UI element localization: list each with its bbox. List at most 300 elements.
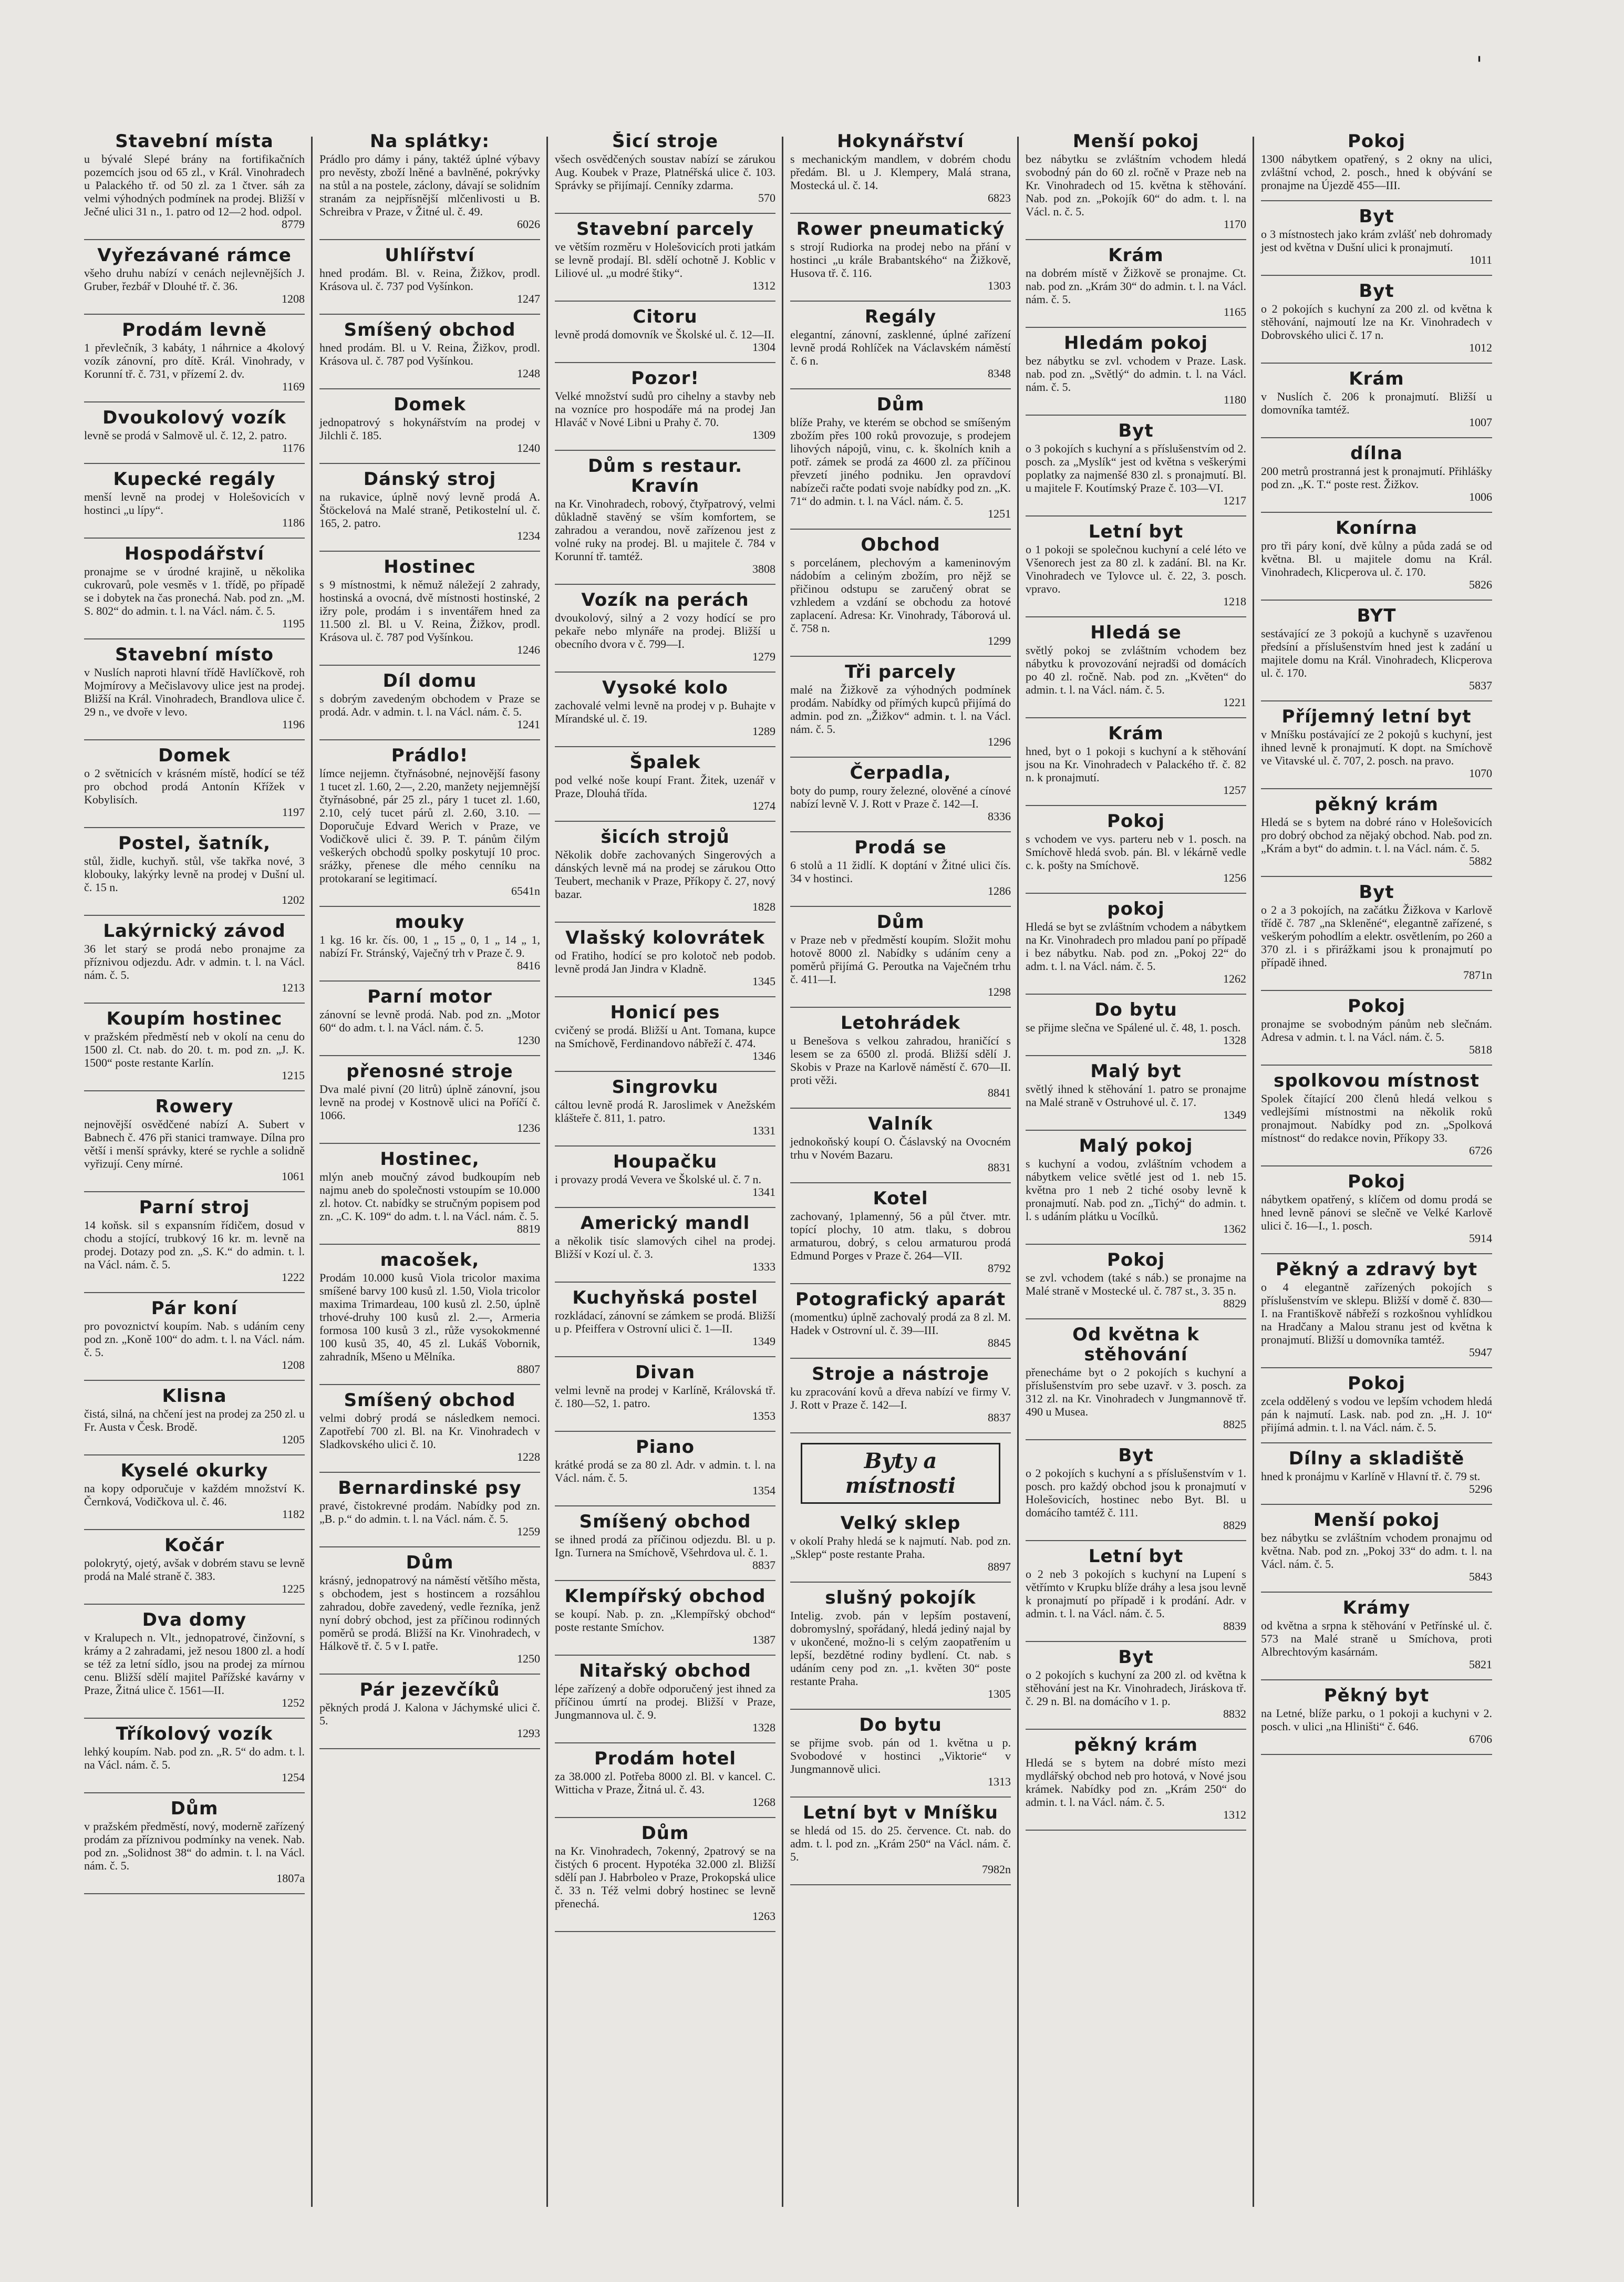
- ad-title: Špalek: [629, 752, 701, 773]
- ad-separator: [319, 388, 540, 389]
- ad-separator: [1261, 1592, 1492, 1593]
- ad-separator: [1026, 239, 1246, 240]
- ad-body: nábytkem opatřený, s klíčem od domu prodá se hned levně pánovi se slečně ve Velké Karlově ulici č. 16—I., 1. posch.: [1261, 1193, 1492, 1232]
- ad-body: 1300 nábytkem opatřený, s 2 okny na ulici, zvláštní vchod, 2. posch., hned k obývání se pronajme na Újezdě 455—III.: [1261, 152, 1492, 192]
- ad-separator: [84, 1529, 305, 1530]
- ad-separator: [1261, 1504, 1492, 1505]
- classified-ad: [1261, 1598, 1492, 1671]
- ad-title: Potografický aparát: [795, 1289, 1006, 1310]
- ad-body: pravé, čistokrevné prodám. Nabídky pod zn. „B. p.“ do admin. t. l. na Václ. nám. č. 5.: [319, 1499, 540, 1525]
- classified-ad: [555, 1512, 775, 1572]
- ad-number: 5818: [1469, 1043, 1492, 1056]
- ad-number: 8807: [517, 1362, 540, 1376]
- ad-number: 1328: [752, 1721, 775, 1734]
- classified-ad: [1261, 996, 1492, 1056]
- ad-body: v Nuslích č. 206 k pronajmutí. Bližší u domovníka tamtéž.: [1261, 390, 1492, 416]
- classified-ad: [790, 1013, 1011, 1099]
- ad-separator: [84, 739, 305, 740]
- ad-title: Konírna: [1336, 518, 1418, 539]
- ad-body: menší levně na prodej v Holešovicích v hostinci „u lípy“.: [84, 490, 305, 517]
- classified-ad: [555, 1749, 775, 1809]
- ad-separator: [1026, 717, 1246, 718]
- ad-title: mouky: [395, 912, 465, 933]
- ad-number: 1312: [752, 279, 775, 292]
- classified-ad: [790, 912, 1011, 998]
- ad-title: Dva domy: [142, 1609, 247, 1630]
- ad-separator: [319, 1472, 540, 1473]
- ad-separator: [319, 980, 540, 982]
- ad-body: hned prodám. Bl. v. Reina, Žižkov, prodl. Krásova ul. č. 737 pod Vyšínkon.: [319, 266, 540, 293]
- ad-body: hned k pronájmu v Karlíně v Hlavní tř. č. 79 st.: [1261, 1470, 1481, 1483]
- ad-number: 5837: [1469, 679, 1492, 692]
- classified-ad: [1261, 882, 1492, 982]
- ad-body: čistá, silná, na chčení jest na prodej za 250 zl. u Fr. Austa v Česk. Brodě.: [84, 1407, 305, 1433]
- ad-number: 1345: [752, 975, 775, 988]
- ad-number: 8819: [517, 1222, 540, 1235]
- ad-body: 36 let starý se prodá nebo pronajme za příznivou odjezdu. Adr. v admin. t. l. na Václ. nám. č. 5.: [84, 942, 305, 982]
- ad-number: 8416: [517, 959, 540, 972]
- classified-ad: [1261, 281, 1492, 354]
- ad-separator: [84, 1003, 305, 1004]
- ad-number: 1331: [752, 1124, 775, 1137]
- ad-number: 1228: [517, 1450, 540, 1463]
- ad-number: 1341: [752, 1185, 775, 1199]
- classified-ad: [790, 1513, 1011, 1573]
- ad-title: Do bytu: [859, 1715, 942, 1736]
- ad-separator: [790, 757, 1011, 758]
- ad-body: zachovalé velmi levně na prodej v p. Buhajte v Mírandské ul. č. 19.: [555, 699, 775, 725]
- ad-body: krátké prodá se za 80 zl. Adr. v admin. t. l. na Václ. nám. č. 5.: [555, 1458, 775, 1484]
- ad-separator: [319, 1055, 540, 1056]
- ad-number: 1176: [282, 441, 305, 455]
- ad-title: Na splátky:: [369, 131, 490, 152]
- ad-body: o 4 elegantně zařízených pokojích s příslušenstvím ve sklepu. Bližší v domě č. 830—I. na Františkově nábřeží s rozkošnou vyhlídkou na Hradčany a Malou stranu jest od května k pronajmutí. Bližší u domovníka tamtéž.: [1261, 1281, 1492, 1346]
- classified-ad: [790, 1189, 1011, 1275]
- ad-number: 1007: [1469, 416, 1492, 429]
- column-3: [550, 131, 781, 2212]
- ad-body: na Kr. Vinohradech, robový, čtyřpatrový, velmi důkladně stavěný se vším komfortem, se zahradou a verandou, nově zařízenou jest z volné ruky na prodej. Bl. u majitele č. 784 v Korunní tř. tamtéž.: [555, 497, 775, 563]
- ad-number: 1362: [1223, 1222, 1246, 1235]
- classified-ad: [1026, 421, 1246, 507]
- ad-separator: [790, 1884, 1011, 1885]
- ad-body: o 2 a 3 pokojích, na začátku Žižkova v Karlově třídě č. 787 „na Skleněné“, elegantně zařízené, s veškerým pohodlím a elektr. osvětlením, po 260 a 370 zl. i s přirážkami jsou k pronajmutí po případě ihned.: [1261, 903, 1492, 969]
- corner-mark: ': [1476, 53, 1482, 77]
- ad-body: mlýn aneb moučný závod budkoupím neb najmu aneb do společnosti vstoupím se 10.000 zl. hotov. Ct. nabídky se stručným popisem pod zn. „C. K. 109“ do adm. t. l. na Václ. nám. č. 5.: [319, 1170, 540, 1223]
- ad-number: 1304: [752, 340, 775, 354]
- ad-separator: [84, 638, 305, 639]
- ad-title: Pár koní: [151, 1298, 238, 1319]
- ad-body: o 2 pokojích s kuchyní za 200 zl. od května k stěhování, najmoutí lze na Kr. Vinohradech v Dobrovského ulici č. 17 n.: [1261, 302, 1492, 342]
- ad-number: 1236: [517, 1121, 540, 1134]
- ad-body: zachovaný, 1plamenný, 56 a půl čtver. mtr. topící plochy, 10 atm. tlaku, s dobrou armaturou, dobrý, s celou armaturou prodá Edmund Porges v Praze č. 264—VII.: [790, 1210, 1011, 1262]
- ad-body: pro tři páry koní, dvě kůlny a půda zadá se od května. Bl. u majitele domu na Král. Vinohradech, Klicperova ul. č. 170.: [1261, 539, 1492, 579]
- ad-title: Hostinec,: [380, 1149, 480, 1170]
- ad-separator: [319, 906, 540, 907]
- classified-ad: [555, 1362, 775, 1422]
- ad-title: Pěkný byt: [1323, 1685, 1430, 1706]
- ad-separator: [555, 1207, 775, 1208]
- ad-separator: [555, 996, 775, 997]
- ad-title: Stavební parcely: [576, 219, 754, 240]
- ad-body: o 2 neb 3 pokojích s kuchyní na Lupení s větřímto v Krupku blíže dráhy a lesa jsou levně k pronajmutí po případě i k prodání. Adr. v admin. t. l. na Václ. nám. č. 5.: [1026, 1567, 1246, 1620]
- ad-body: velmi levně na prodej v Karlíně, Královská tř. č. 180—52, 1. patro.: [555, 1383, 775, 1410]
- ad-title: macošek,: [380, 1250, 480, 1271]
- ad-separator: [319, 1674, 540, 1675]
- ad-title: Prodám hotel: [594, 1748, 737, 1769]
- ad-number: 1182: [282, 1507, 305, 1521]
- ad-body: u Benešova s velkou zahradou, hraničící s lesem se za 6500 zl. prodá. Bližší sdělí J. Skobis v Praze na Karlově náměstí č. 670—II. proti věži.: [790, 1034, 1011, 1087]
- ad-number: 1222: [282, 1271, 305, 1284]
- classified-ad: [790, 662, 1011, 748]
- classified-ad: [790, 1364, 1011, 1424]
- classified-ad: [319, 320, 540, 380]
- ad-title: Smíšený obchod: [344, 319, 516, 340]
- ad-body: sestávající ze 3 pokojů a kuchyně s uzavřenou předsíní a příslušenstvím hned jest k zadání u majitele domu na Král. Vinohradech, Klicperova ul. č. 170.: [1261, 627, 1492, 679]
- ad-separator: [1026, 1729, 1246, 1730]
- ad-body: s mechanickým mandlem, v dobrém chodu předám. Bl. u J. Klempery, Malá strana, Mostecká ul. č. 14.: [790, 152, 1011, 192]
- ad-number: 1248: [517, 367, 540, 380]
- classified-ad: [319, 1250, 540, 1376]
- ad-title: Bernardinské psy: [338, 1478, 522, 1499]
- classified-ad: [1261, 1071, 1492, 1157]
- ad-separator: [555, 301, 775, 302]
- classified-ad: [790, 219, 1011, 292]
- ad-title: Letohrádek: [840, 1013, 961, 1034]
- ad-title: pěkný krám: [1315, 794, 1439, 815]
- classified-ad: [555, 1437, 775, 1497]
- ad-title: Uhlířství: [385, 245, 475, 266]
- ad-title: Obchod: [861, 534, 940, 555]
- ad-separator: [84, 538, 305, 539]
- classified-ad: [319, 131, 540, 231]
- ad-body: se přijme slečna ve Spálené ul. č. 48, 1. posch.: [1026, 1021, 1241, 1034]
- ad-number: 1241: [517, 718, 540, 731]
- ad-title: Dům: [170, 1798, 219, 1819]
- ad-body: krásný, jednopatrový na náměstí většího města, s obchodem, jest s hostincem a rozsáhlou zahradou, dobře zavedený, vedle řezníka, jenž nyní dobrý obchod, jest za příčinou rodinných poměrů se prodá. Bližší na Kr. Vinohradech, v Hálkově tř. č. 5 v I. patře.: [319, 1574, 540, 1653]
- ad-separator: [1261, 1253, 1492, 1254]
- ad-separator: [1261, 1165, 1492, 1166]
- classified-ad: [555, 368, 775, 441]
- ad-title: Kuchyňská postel: [572, 1287, 758, 1308]
- ad-number: 1305: [988, 1687, 1011, 1700]
- classified-ad: [84, 131, 305, 231]
- ad-title: Hledá se: [1090, 622, 1182, 643]
- ad-number: 8845: [988, 1336, 1011, 1349]
- ad-title: Šicí stroje: [612, 131, 719, 152]
- ad-body: Hledá se s bytem na dobré ráno v Holešovicích pro dobrý obchod za nějaký obchod. Nab. pod zn. „Krám a byt“ do admin. t. l. na Václ. nám. č. 5.: [1261, 815, 1492, 855]
- ad-separator: [319, 463, 540, 464]
- ad-body: o 2 světnicích v krásném místě, hodící se též pro obchod prodá Antonín Křížek v Kobylisích.: [84, 767, 305, 806]
- classified-ad: [555, 1077, 775, 1137]
- ad-number: 1247: [517, 292, 540, 305]
- ad-number: 1217: [1223, 494, 1246, 507]
- ad-separator: [555, 922, 775, 923]
- ad-body: jednopatrový s hokynářstvím na prodej v Jilchli č. 185.: [319, 416, 540, 442]
- column-4: [785, 131, 1016, 2212]
- ad-separator: [84, 239, 305, 240]
- ad-number: 1070: [1469, 767, 1492, 780]
- classified-ad: [319, 557, 540, 656]
- ad-title: Prádlo!: [391, 745, 469, 766]
- ad-number: 1205: [282, 1433, 305, 1446]
- classified-ad: [555, 1586, 775, 1646]
- ad-title: Klempířský obchod: [564, 1586, 766, 1607]
- ad-separator: [1261, 512, 1492, 513]
- ad-number: 1309: [752, 428, 775, 441]
- ad-separator: [555, 1931, 775, 1932]
- ad-title: Krám: [1349, 368, 1404, 389]
- ad-separator: [1261, 1065, 1492, 1066]
- ad-separator: [1026, 1439, 1246, 1440]
- ad-separator: [1026, 616, 1246, 617]
- ad-number: 6726: [1469, 1144, 1492, 1157]
- ad-title: Dům s restaur. Kravín: [587, 456, 743, 497]
- ad-body: bez nábytku se zvl. vchodem v Praze. Lask. nab. pod zn. „Světlý“ do admin. t. l. na Václ. nám. č. 5.: [1026, 354, 1246, 394]
- ad-number: 7871n: [1463, 968, 1492, 982]
- classified-ad: [790, 1289, 1011, 1349]
- ad-separator: [1026, 515, 1246, 517]
- ad-title: Dvoukolový vozík: [102, 407, 286, 428]
- ad-separator: [790, 831, 1011, 832]
- classified-ad: [555, 1661, 775, 1734]
- ad-title: Dům: [876, 394, 925, 415]
- ad-number: 1252: [282, 1696, 305, 1709]
- classified-ad: [1026, 623, 1246, 709]
- ad-body: pronajme se v úrodné krajině, u několika cukrovarů, pole vesměs v 1. třídě, po případě se i dobytek na čas pronechá. Nab. pod zn. „M. S. 802“ do admin. t. l. na Václ. nám. č. 5.: [84, 565, 305, 617]
- ad-separator: [1026, 805, 1246, 806]
- ad-number: 1208: [282, 292, 305, 305]
- ad-title: Byt: [1118, 1647, 1154, 1668]
- ad-separator: [319, 665, 540, 666]
- ad-separator: [555, 1145, 775, 1147]
- ad-title: Pokoj: [1107, 1250, 1165, 1271]
- ad-body: se hledá od 15. do 25. července. Ct. nab. do adm. t. l. pod zn. „Krám 250“ na Václ. nám. č. 5.: [790, 1824, 1011, 1863]
- ad-body: (momentku) úplně zachovalý prodá za 8 zl. M. Hadek v Ostrovní ul. č. 39—III.: [790, 1310, 1011, 1337]
- ad-number: 1202: [282, 893, 305, 906]
- ad-separator: [790, 1182, 1011, 1183]
- ad-title: Regály: [864, 306, 937, 327]
- ad-number: 6823: [988, 191, 1011, 204]
- ad-number: 1180: [1223, 393, 1246, 406]
- ad-number: 1353: [752, 1409, 775, 1422]
- classified-ad: [84, 921, 305, 994]
- ad-title: Rowery: [155, 1096, 234, 1117]
- classified-ad: [84, 1535, 305, 1595]
- ad-title: Díl domu: [382, 670, 477, 691]
- ad-separator: [790, 656, 1011, 657]
- ad-number: 1313: [988, 1775, 1011, 1788]
- ad-title: šicích strojů: [601, 827, 730, 848]
- classified-ad: [84, 544, 305, 630]
- ad-title: Stroje a nástroje: [812, 1364, 989, 1385]
- ad-body: lehký koupím. Nab. pod zn. „R. 5“ do adm. t. l. na Václ. nám. č. 5.: [84, 1745, 305, 1771]
- ad-number: 1828: [752, 900, 775, 913]
- ad-number: 3808: [752, 562, 775, 575]
- ad-separator: [84, 1380, 305, 1381]
- ad-body: s 9 místnostmi, k němuž náležejí 2 zahrady, hostinská a ovocná, dvě místnosti hostinské, 2 ižry pole, prodám i s inventářem hned za 11.500 zl. Bl. u V. Reina, Žižkov, prodl. Krásova ul. č. 787 pod Vyšínkou.: [319, 578, 540, 644]
- ad-number: 8336: [988, 810, 1011, 823]
- ad-body: v Nuslích naproti hlavní třídě Havlíčkově, roh Mojmírovy a Mečislavovy ulice jest na prodej. Bližší na Král. Vinohradech, Brandlova ulice č. 29 n., ve dvoře v levo.: [84, 666, 305, 718]
- classified-ad: [1026, 522, 1246, 608]
- classified-ad: [1026, 811, 1246, 884]
- ad-title: Citoru: [633, 306, 698, 327]
- ad-title: Dům: [406, 1552, 454, 1573]
- classified-ad: [319, 1680, 540, 1740]
- ad-number: 1289: [752, 725, 775, 738]
- ad-title: BYT: [1357, 605, 1397, 626]
- ad-body: stůl, židle, kuchyň. stůl, vše takřka nové, 3 klobouky, lakýrky levně na prodej v Dušní ul. č. 15 n.: [84, 854, 305, 894]
- ad-separator: [555, 1742, 775, 1743]
- ad-number: 8841: [988, 1086, 1011, 1099]
- ad-number: 1221: [1223, 696, 1246, 709]
- ad-title: Postel, šatník,: [118, 833, 271, 854]
- classified-ad: [790, 1715, 1011, 1788]
- ad-body: bez nábytku se zvláštním vchodem pronajmu od května. Nab. pod zn. „Pokoj 33“ do adm. t. l. na Václ. nám. č. 5.: [1261, 1531, 1492, 1571]
- ad-body: v pražském předměstí neb v okolí na cenu do 1500 zl. Ct. nab. do 20. t. m. pod zn. „J. K. 1500“ poste restante Karlín.: [84, 1030, 305, 1069]
- ad-body: i provazy prodá Vevera ve Školské ul. č. 7 n.: [555, 1173, 762, 1186]
- ad-number: 8832: [1223, 1707, 1246, 1720]
- ad-separator: [790, 1796, 1011, 1798]
- ad-separator: [1261, 600, 1492, 601]
- ad-number: 1197: [282, 806, 305, 819]
- ad-separator: [84, 401, 305, 402]
- ad-number: 1354: [752, 1484, 775, 1497]
- ad-separator: [1261, 1367, 1492, 1368]
- classified-ad: [1261, 206, 1492, 266]
- ad-number: 1312: [1223, 1808, 1246, 1821]
- classified-ad: [84, 1610, 305, 1709]
- ad-title: Čerpadla,: [850, 762, 951, 783]
- ad-title: Letní byt v Mníšku: [802, 1802, 998, 1823]
- ad-body: s kuchyní a vodou, zvláštním vchodem a nábytkem velice světlé jest od 1. neb 15. května pro 1 neb 2 tiché osoby levně k pronajmutí. Nab. pod zn. „Tichý“ do admin. t. l. s udáním plátku u Vocílků.: [1026, 1157, 1246, 1223]
- ad-body: od Fratiho, hodící se pro kolotoč neb podob. levně prodá Jan Jindra v Kladně.: [555, 949, 775, 975]
- ad-separator: [790, 301, 1011, 302]
- ad-separator: [84, 463, 305, 464]
- column-rule: [782, 137, 783, 2207]
- ad-number: 1387: [752, 1633, 775, 1646]
- classified-ad: [555, 678, 775, 738]
- ad-body: malé na Žižkově za výhodných podmínek prodám. Nabídky od přímých kupců přijímá do admin. pod zn. „Žižkov“ admin. t. l. na Václ. nám. č. 5.: [790, 683, 1011, 736]
- ad-title: Vyřezávané rámce: [97, 245, 292, 266]
- ad-separator: [1026, 327, 1246, 328]
- ad-title: Dílny a skladiště: [1288, 1448, 1465, 1469]
- ad-number: 1250: [517, 1652, 540, 1665]
- classified-ad: [555, 752, 775, 812]
- ad-number: 5821: [1469, 1658, 1492, 1671]
- ad-body: Prádlo pro dámy i pány, taktéž úplné výbavy pro nevěsty, zboží lněné a bavlněné, pokrývky na stůl a na postele, záclony, dávají se solidním stranám za nejpřísnější mlčenlivosti u B. Schreibra v Praze, v Žitné ul. č. 49.: [319, 152, 540, 218]
- ad-body: v pražském předměstí, nový, moderně zařízený prodám za příznivou podmínky na venek. Nab. pod zn. „Solidnost 38“ do admin. t. l. na Václ. nám. č. 5.: [84, 1820, 305, 1872]
- ad-title: Americký mandl: [580, 1213, 750, 1234]
- ad-separator: [1026, 1130, 1246, 1131]
- classified-ad: [1026, 1000, 1246, 1047]
- ad-body: 200 metrů prostranná jest k pronajmutí. Přihlášky pod zn. „K. T.“ poste rest. Žižkov.: [1261, 464, 1492, 491]
- ad-body: elegantní, zánovní, zasklenné, úplné zařízení levně prodá Rohlíček na Václavském náměstí č. 6 n.: [790, 328, 1011, 367]
- ad-body: Spolek čítající 200 členů hledá velkou s vedlejšími místnostmi na několik roků pronajmout. Nabídky pod zn. „Spolková místnost“ do redakce novin, Příkopy 33.: [1261, 1092, 1492, 1144]
- classified-ad: [555, 456, 775, 575]
- ad-body: od května a srpna k stěhování v Petřínské ul. č. 573 na Malé straně u Smíchova, proti Albrechtovým kasárnám.: [1261, 1619, 1492, 1658]
- ad-title: Stavební místo: [115, 644, 274, 665]
- ad-body: na Kr. Vinohradech, 7okenný, 2patrový se na čistých 6 procent. Hypotéka 32.000 zl. Bližší sdělí pan J. Habrboleo v Praze, Prokopská ulice č. 33 n. Též velmi dobrý hostinec se levně přenechá.: [555, 1844, 775, 1910]
- ad-number: 1257: [1223, 783, 1246, 797]
- classified-ad: [1261, 1374, 1492, 1434]
- ad-title: Pozor!: [631, 368, 699, 389]
- classified-ad: [555, 131, 775, 204]
- ad-number: 1061: [282, 1170, 305, 1183]
- classified-ad: [84, 833, 305, 906]
- ad-body: u bývalé Slepé brány na fortifikačních pozemcích jsou od 65 zl., v Král. Vinohradech u Palackého tř. od 50 zl. za 1 čtver. sáh za velmi výhodných podmínek na prodej. Bližší v Ječné ulici 31 n., 1. patro od 12—2 hod. odpol.: [84, 152, 305, 218]
- ad-body: ve větším rozměru v Holešovicích proti jatkám se levně prodají. Bl. sdělí ochotně J. Koblic v Liliové ul. „u modré štiky“.: [555, 240, 775, 280]
- ad-title: Letní byt: [1088, 521, 1184, 542]
- classified-ad: [1261, 707, 1492, 780]
- classified-ad: [790, 1114, 1011, 1174]
- ad-body: a několik tisíc slamových cihel na prodej. Bližší v Kozí ul. č. 3.: [555, 1234, 775, 1261]
- ad-title: Stavební místa: [115, 131, 274, 152]
- ad-separator: [319, 739, 540, 740]
- ad-number: 8825: [1223, 1418, 1246, 1431]
- ad-body: levně prodá domovník ve Školské ul. č. 12—II.: [555, 328, 774, 341]
- ad-separator: [319, 239, 540, 240]
- ad-body: 14 koňsk. sil s expansním řídičem, dosud v chodu a stojící, trubkový 16 kr. m. levně na prodej. Dotazy pod zn. „S. K.“ do admin. t. l. na Václ. nám. č. 5.: [84, 1219, 305, 1271]
- classified-ad: [84, 1097, 305, 1183]
- classified-ad: [84, 1724, 305, 1784]
- ad-separator: [555, 584, 775, 585]
- classified-ad: [319, 395, 540, 455]
- ad-body: velmi dobrý prodá se následkem nemoci. Zapotřebí 700 zl. Bl. na Kr. Vinohradech v Sladkovského ulici č. 10.: [319, 1411, 540, 1451]
- classified-ad: [555, 1823, 775, 1923]
- ad-body: jednokoňský koupí O. Čáslavský na Ovocném trhu v Novém Bazaru.: [790, 1135, 1011, 1161]
- ad-body: dvoukolový, silný a 2 vozy hodící se pro pekaře nebo mlynáře na prodej. Bližší u obecního dvora v č. 799—I.: [555, 611, 775, 650]
- ad-title: přenosné stroje: [346, 1061, 513, 1082]
- ad-body: pěkných prodá J. Kalona v Jáchymské ulici č. 5.: [319, 1701, 540, 1727]
- classified-ad: [790, 763, 1011, 823]
- classified-ad: [1261, 1259, 1492, 1359]
- ad-number: 1279: [752, 650, 775, 663]
- ad-body: Prodám 10.000 kusů Viola tricolor maxima smíšené barvy 100 kusů zl. 1.50, Viola tricolor maxima Trimardeau, 100 kusů zl. 2.50, úplně trhové-druhy 100 kusů zl. 2.—, Armeria formosa 100 kusů 3 zl., růže vysokokmenné 100 kusů 35, 40, 45 zl. Lukáš Vobornik, zahradník, Mšeno u Mělníka.: [319, 1271, 540, 1363]
- ad-title: Pokoj: [1348, 131, 1405, 152]
- section-heading: Byty a místnosti: [801, 1443, 1000, 1504]
- ad-body: za 38.000 zl. Potřeba 8000 zl. Bl. v kancel. C. Witticha v Praze, Žitná ul. č. 43.: [555, 1770, 775, 1796]
- ad-title: Menší pokoj: [1313, 1510, 1440, 1531]
- ad-body: světlý pokoj se zvláštním vchodem bez nábytku k provozování nejradši od domácích po 40 zl. ročně. Nab. pod zn. „Květen“ do admin. t. l. na Václ. nám. č. 5.: [1026, 644, 1246, 696]
- column-5: [1020, 131, 1251, 2212]
- ad-separator: [1026, 1830, 1246, 1831]
- ad-number: 1230: [517, 1034, 540, 1047]
- ad-number: 1011: [1469, 253, 1492, 266]
- ad-title: Kočár: [164, 1535, 224, 1556]
- ad-separator: [555, 1282, 775, 1283]
- ad-body: v Praze neb v předměstí koupím. Složit mohu hotově 8000 zl. Nabídky s udáním ceny a poměrů přijímá G. Peroutka na Vaječném trhu č. 411—I.: [790, 933, 1011, 986]
- classified-ad: [1261, 1686, 1492, 1746]
- ad-title: Tři parcely: [845, 662, 956, 683]
- classified-ad: [1261, 1510, 1492, 1583]
- ad-title: Pokoj: [1107, 811, 1165, 832]
- ad-number: 8839: [1223, 1619, 1246, 1633]
- ad-number: 8831: [988, 1161, 1011, 1174]
- ad-separator: [1261, 1679, 1492, 1680]
- ad-number: 6026: [517, 218, 540, 231]
- ad-title: Parní motor: [367, 986, 492, 1007]
- ad-body: přenecháme byt o 2 pokojích s kuchyní a příslušenstvím pro sebe uzavř. v 3. posch. za 312 zl. na Kr. Vinohradech v Jungmannově tř. 490 u Musea.: [1026, 1366, 1246, 1418]
- classified-ad: [790, 838, 1011, 897]
- classified-ad: [84, 1298, 305, 1371]
- ad-separator: [555, 450, 775, 451]
- ad-title: Divan: [635, 1362, 696, 1383]
- ad-body: ku zpracování kovů a dřeva nabízí ve firmy V. J. Rott v Praze č. 142—I.: [790, 1385, 1011, 1411]
- ad-title: Smíšený obchod: [579, 1511, 751, 1532]
- ad-separator: [1026, 1318, 1246, 1319]
- ad-body: Dva malé pivní (20 litrů) úplně zánovní, jsou levně na prodej v Kostnově ulici na Poříčí č. 1066.: [319, 1082, 540, 1122]
- ad-number: 1256: [1223, 871, 1246, 884]
